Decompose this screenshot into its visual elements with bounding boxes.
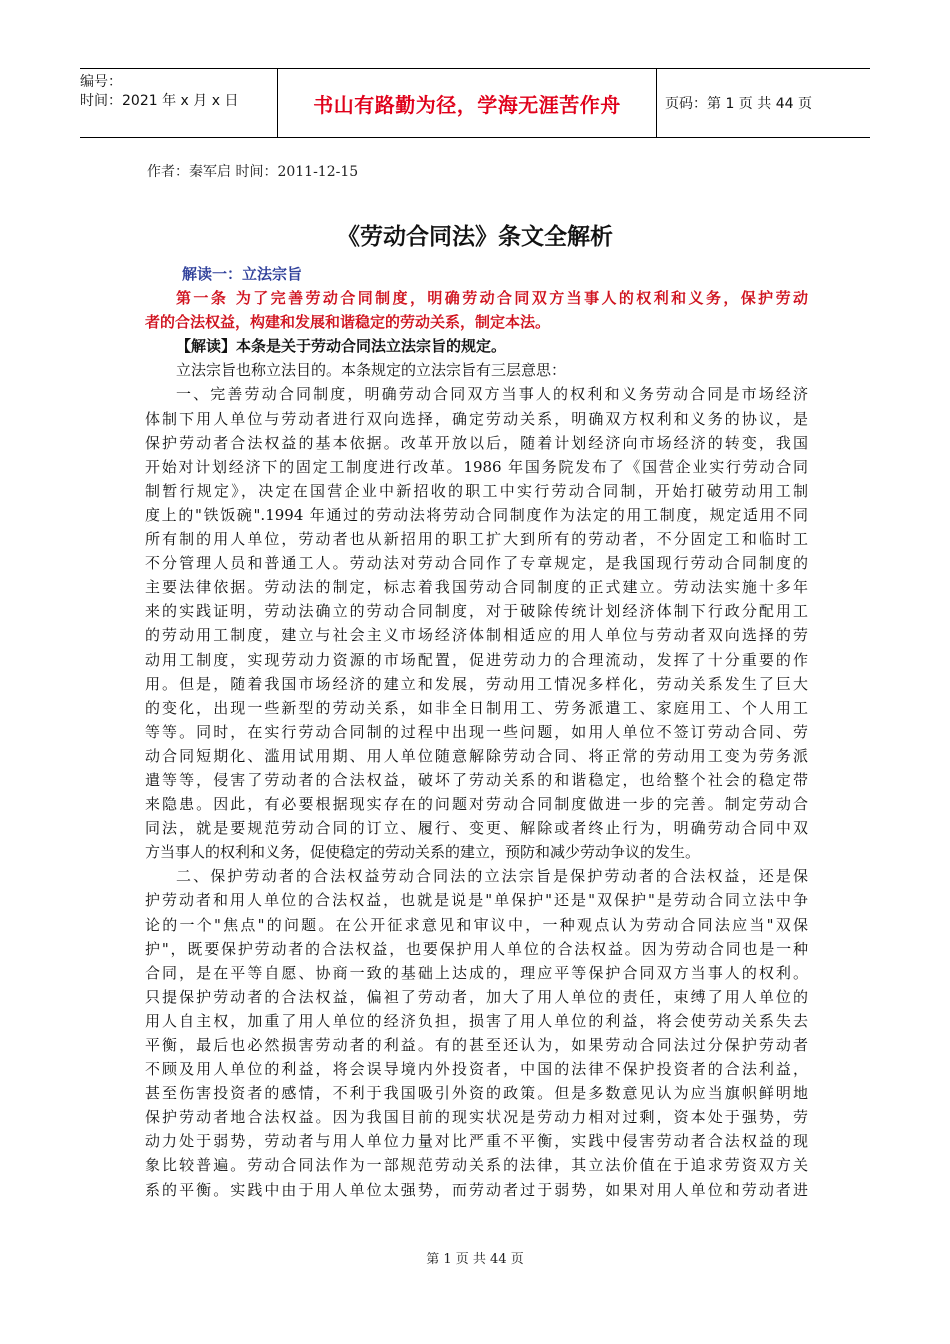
author-line: 作者：秦军启 时间：2011-12-15 <box>147 164 359 180</box>
article-line: 第一条 为了完善劳动合同制度，明确劳动合同双方当事人的权利和义务，保护劳动 <box>176 289 808 308</box>
paragraph-line: 保护劳动者地合法权益。因为我国目前的现实状况是劳动力相对过剩，资本处于强势，劳 <box>145 1108 808 1127</box>
paragraph-line: 的变化，出现一些新型的劳动关系，如非全日制用工、劳务派遣工、家庭用工、个人用工 <box>145 698 808 717</box>
paragraph-line: 合同，是在平等自愿、协商一致的基础上达成的，理应平等保护合同双方当事人的权利。 <box>145 963 808 982</box>
paragraph-line: 一、完善劳动合同制度，明确劳动合同双方当事人的权利和义务劳动合同是市场经济 <box>176 385 808 404</box>
paragraph-line: 立法宗旨也称立法目的。本条规定的立法宗旨有三层意思： <box>176 361 567 380</box>
paragraph-line: 二、保护劳动者的合法权益劳动合同法的立法宗旨是保护劳动者的合法权益，还是保 <box>176 867 808 886</box>
paragraph-line: 制暂行规定》，决定在国营企业中新招收的职工中实行劳动合同制，开始打破劳动用工制 <box>145 481 808 500</box>
paragraph-line: 护"，既要保护劳动者的合法权益，也要保护用人单位的合法权益。因为劳动合同也是一种 <box>145 939 808 958</box>
paragraph-line: 用。但是，随着我国市场经济的建立和发展，劳动用工情况多样化，劳动关系发生了巨大 <box>145 674 808 693</box>
paragraph-line: 度上的"铁饭碗".1994 年通过的劳动法将劳动合同制度作为法定的用工制度，规定适用不同 <box>145 505 808 524</box>
header-page-info: 页码：第 1 页 共 44 页 <box>665 96 812 112</box>
interpretation-heading: 【解读】本条是关于劳动合同法立法宗旨的规定。 <box>176 337 507 356</box>
paragraph-line: 来的实践证明，劳动法确立的劳动合同制度，对于破除传统计划经济体制下行政分配用工 <box>145 602 808 621</box>
article-line: 者的合法权益，构建和发展和谐稳定的劳动关系，制定本法。 <box>145 313 551 332</box>
paragraph-line: 主要法律依据。劳动法的制定，标志着我国劳动合同制度的正式建立。劳动法实施十多年 <box>145 578 808 597</box>
paragraph-line: 象比较普遍。劳动合同法作为一部规范劳动关系的法律，其立法价值在于追求劳资双方关 <box>145 1156 808 1175</box>
paragraph-line: 遣等等，侵害了劳动者的合法权益，破坏了劳动关系的和谐稳定，也给整个社会的稳定带 <box>145 770 808 789</box>
paragraph-line: 动合同短期化、滥用试用期、用人单位随意解除劳动合同、将正常的劳动用工变为劳务派 <box>145 746 808 765</box>
header-motto: 书山有路勤为径，学海无涯苦作舟 <box>277 69 657 137</box>
time-label: 时间：2021 年 x 月 x 日 <box>80 93 239 109</box>
paragraph-line: 不顾及用人单位的利益，将会误导境内外投资者，中国的法律不保护投资者的合法利益， <box>145 1060 808 1079</box>
page-footer: 第 1 页 共 44 页 <box>426 1252 524 1267</box>
document-body <box>145 262 808 1202</box>
paragraph-line: 开始对计划经济下的固定工制度进行改革。1986 年国务院发布了《国营企业实行劳动合同 <box>145 457 808 476</box>
paragraph-line: 动力处于弱势，劳动者与用人单位力量对比严重不平衡，实践中侵害劳动者合法权益的现 <box>145 1132 808 1151</box>
paragraph-line: 甚至伤害投资者的感情，不利于我国吸引外资的政策。但是多数意见认为应当旗帜鲜明地 <box>145 1084 808 1103</box>
paragraph-line: 所有制的用人单位，劳动者也从新招用的职工扩大到所有的劳动者，不分固定工和临时工 <box>145 530 808 549</box>
paragraph-line: 护劳动者和用人单位的合法权益，也就是说是"单保护"还是"双保护"是劳动合同立法中争 <box>145 891 808 910</box>
paragraph-line: 保护劳动者合法权益的基本依据。改革开放以后，随着计划经济向市场经济的转变，我国 <box>145 433 808 452</box>
paragraph-line: 等等。同时，在实行劳动合同制的过程中出现一些问题，如用人单位不签订劳动合同、劳 <box>145 722 808 741</box>
paragraph-line: 论的一个"焦点"的问题。在公开征求意见和审议中，一种观点认为劳动合同法应当"双保 <box>145 915 808 934</box>
paragraph-line: 来隐患。因此，有必要根据现实存在的问题对劳动合同制度做进一步的完善。制定劳动合 <box>145 795 808 814</box>
paragraph-line: 同法，就是要规范劳动合同的订立、履行、变更、解除或者终止行为，明确劳动合同中双 <box>145 819 808 838</box>
paragraph-line: 方当事人的权利和义务，促使稳定的劳动关系的建立，预防和减少劳动争议的发生。 <box>145 843 701 862</box>
paragraph-line: 系的平衡。实践中由于用人单位太强势，而劳动者过于弱势，如果对用人单位和劳动者进 <box>145 1180 808 1199</box>
paragraph-line: 用人自主权，加重了用人单位的经济负担，损害了用人单位的利益，将会使劳动关系失去 <box>145 1011 808 1030</box>
header-table <box>80 68 870 138</box>
paragraph-line: 体制下用人单位与劳动者进行双向选择，确定劳动关系，明确双方权利和义务的协议，是 <box>145 409 808 428</box>
paragraph-line: 平衡，最后也必然损害劳动者的利益。有的甚至还认为，如果劳动合同法过分保护劳动者 <box>145 1036 808 1054</box>
section-heading: 解读一：立法宗旨 <box>182 265 303 283</box>
document-title: 《劳动合同法》条文全解析 <box>337 224 613 250</box>
header-meta <box>80 69 275 141</box>
paragraph-line: 不分管理人员和普通工人。劳动法对劳动合同作了专章规定，是我国现行劳动合同制度的 <box>145 554 808 573</box>
paragraph-line: 的劳动用工制度，建立与社会主义市场经济体制相适应的用人单位与劳动者双向选择的劳 <box>145 626 808 645</box>
paragraph-line: 动用工制度，实现劳动力资源的市场配置，促进劳动力的合理流动，发挥了十分重要的作 <box>145 650 808 669</box>
paragraph-line: 只提保护劳动者的合法权益，偏袒了劳动者，加大了用人单位的责任，束缚了用人单位的 <box>145 987 808 1006</box>
number-label: 编号： <box>80 74 122 90</box>
